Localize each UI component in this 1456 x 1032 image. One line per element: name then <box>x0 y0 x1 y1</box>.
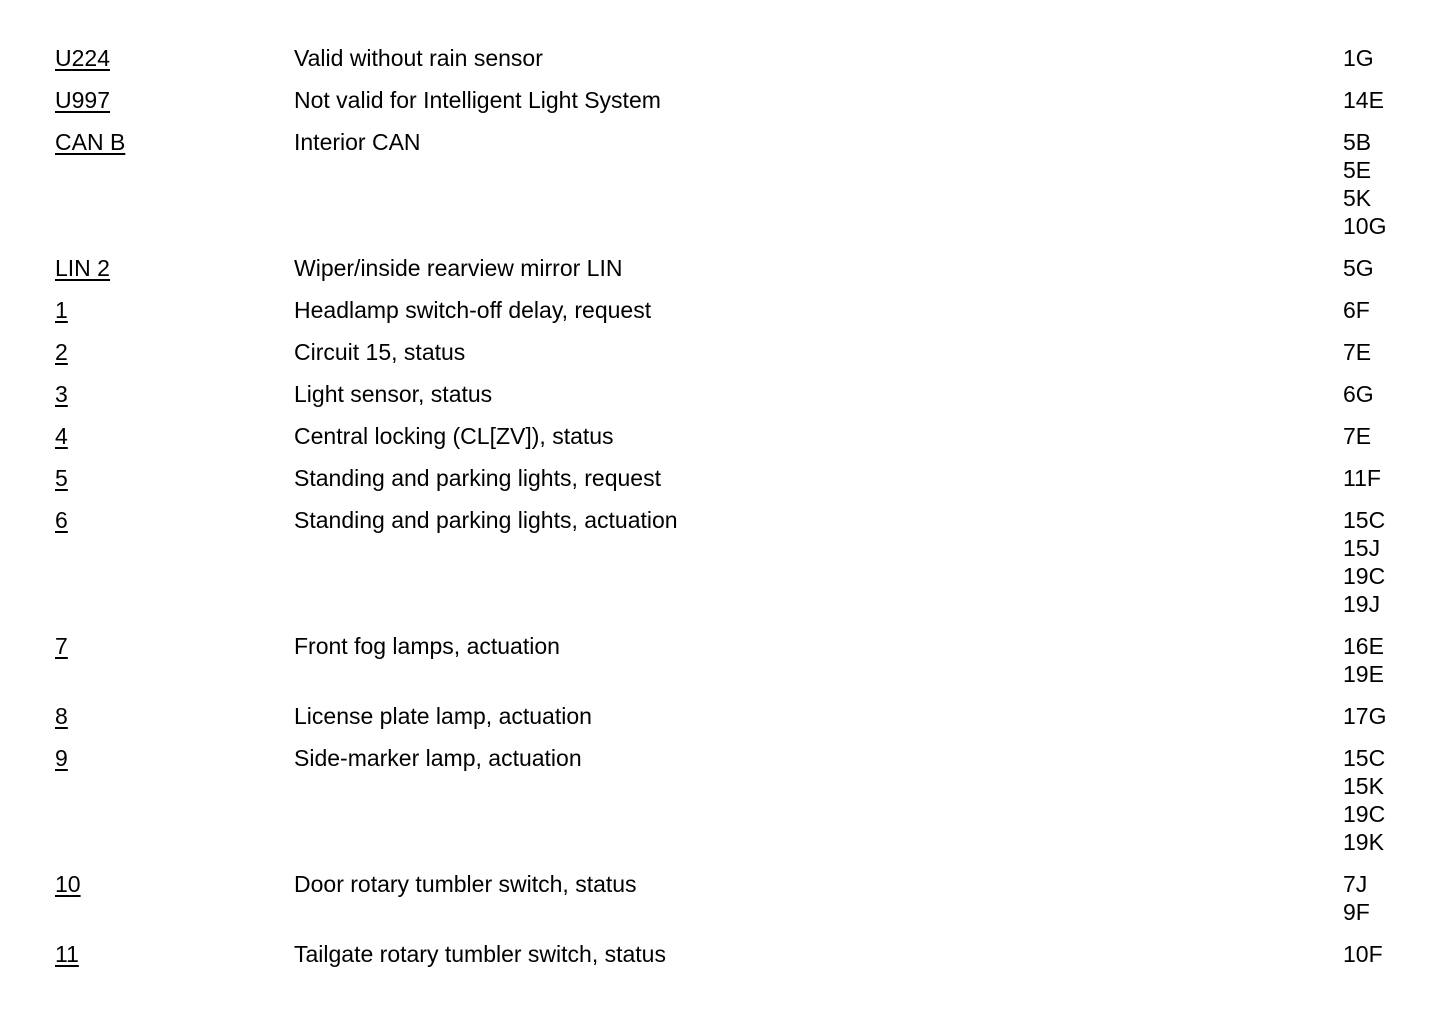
grid-reference-list <box>1343 338 1415 366</box>
legend-row <box>55 44 1415 72</box>
legend-code-link[interactable]: 7 <box>55 633 68 659</box>
legend-row <box>55 296 1415 324</box>
legend-code-link[interactable]: 8 <box>55 703 68 729</box>
grid-reference-list <box>1343 940 1415 968</box>
grid-reference-list <box>1343 86 1415 114</box>
legend-row <box>55 506 1415 618</box>
grid-reference: 6F <box>1343 297 1370 323</box>
legend-row <box>55 86 1415 114</box>
legend-code-link[interactable]: 1 <box>55 297 68 323</box>
grid-reference: 19C <box>1343 801 1386 827</box>
grid-reference: 19E <box>1343 661 1384 687</box>
grid-reference: 15J <box>1343 535 1381 561</box>
grid-reference: 10F <box>1343 941 1383 967</box>
legend-description: Valid without rain sensor <box>294 45 543 71</box>
legend-code-link[interactable]: 2 <box>55 339 68 365</box>
grid-reference-list <box>1343 870 1415 926</box>
grid-reference: 16E <box>1343 633 1384 659</box>
grid-reference: 5G <box>1343 255 1374 281</box>
grid-reference: 6G <box>1343 381 1374 407</box>
legend-code-link[interactable]: LIN 2 <box>55 255 110 281</box>
legend-code-link[interactable]: 4 <box>55 423 68 449</box>
grid-reference: 19K <box>1343 829 1384 855</box>
grid-reference: 19C <box>1343 563 1386 589</box>
grid-reference: 15C <box>1343 507 1386 533</box>
grid-reference: 15K <box>1343 773 1384 799</box>
legend-description: Standing and parking lights, request <box>294 465 661 491</box>
legend-description: Wiper/inside rearview mirror LIN <box>294 255 623 281</box>
legend-description: Side-marker lamp, actuation <box>294 745 582 771</box>
grid-reference-list <box>1343 632 1415 688</box>
legend-row <box>55 870 1415 926</box>
legend-code-link[interactable]: U224 <box>55 45 110 71</box>
grid-reference-list <box>1343 506 1415 618</box>
legend-code-link[interactable]: CAN B <box>55 129 126 155</box>
legend-description: Interior CAN <box>294 129 421 155</box>
legend-description: Headlamp switch-off delay, request <box>294 297 652 323</box>
grid-reference: 9F <box>1343 899 1370 925</box>
legend-description: Not valid for Intelligent Light System <box>294 87 661 113</box>
grid-reference-list <box>1343 464 1415 492</box>
grid-reference-list <box>1343 296 1415 324</box>
grid-reference: 7J <box>1343 871 1368 897</box>
grid-reference: 1G <box>1343 45 1374 71</box>
legend-row <box>55 940 1415 968</box>
grid-reference: 14E <box>1343 87 1384 113</box>
legend-description: Standing and parking lights, actuation <box>294 507 678 533</box>
legend-row <box>55 744 1415 856</box>
grid-reference: 7E <box>1343 423 1372 449</box>
grid-reference: 17G <box>1343 703 1387 729</box>
legend-description: Tailgate rotary tumbler switch, status <box>294 941 666 967</box>
legend-row <box>55 464 1415 492</box>
grid-reference: 11F <box>1343 465 1381 491</box>
legend-table <box>55 44 1415 982</box>
legend-code-link[interactable]: 11 <box>55 941 79 967</box>
legend-description: License plate lamp, actuation <box>294 703 592 729</box>
legend-row <box>55 338 1415 366</box>
grid-reference: 10G <box>1343 213 1387 239</box>
grid-reference-list <box>1343 254 1415 282</box>
grid-reference: 5B <box>1343 129 1372 155</box>
legend-code-link[interactable]: 9 <box>55 745 68 771</box>
grid-reference-list <box>1343 702 1415 730</box>
grid-reference: 7E <box>1343 339 1372 365</box>
grid-reference-list <box>1343 128 1415 240</box>
legend-row <box>55 422 1415 450</box>
legend-code-link[interactable]: 6 <box>55 507 68 533</box>
legend-code-link[interactable]: U997 <box>55 87 110 113</box>
legend-row <box>55 702 1415 730</box>
legend-description: Light sensor, status <box>294 381 493 407</box>
legend-code-link[interactable]: 3 <box>55 381 68 407</box>
grid-reference: 19J <box>1343 591 1381 617</box>
grid-reference: 5K <box>1343 185 1372 211</box>
legend-row <box>55 128 1415 240</box>
grid-reference-list <box>1343 744 1415 856</box>
grid-reference-list <box>1343 422 1415 450</box>
legend-description: Door rotary tumbler switch, status <box>294 871 637 897</box>
grid-reference-list <box>1343 380 1415 408</box>
grid-reference-list <box>1343 44 1415 72</box>
legend-description: Central locking (CL[ZV]), status <box>294 423 614 449</box>
grid-reference: 15C <box>1343 745 1386 771</box>
legend-description: Circuit 15, status <box>294 339 466 365</box>
legend-code-link[interactable]: 10 <box>55 871 81 897</box>
legend-code-link[interactable]: 5 <box>55 465 68 491</box>
legend-description: Front fog lamps, actuation <box>294 633 560 659</box>
legend-row <box>55 380 1415 408</box>
grid-reference: 5E <box>1343 157 1372 183</box>
legend-row <box>55 254 1415 282</box>
legend-row <box>55 632 1415 688</box>
